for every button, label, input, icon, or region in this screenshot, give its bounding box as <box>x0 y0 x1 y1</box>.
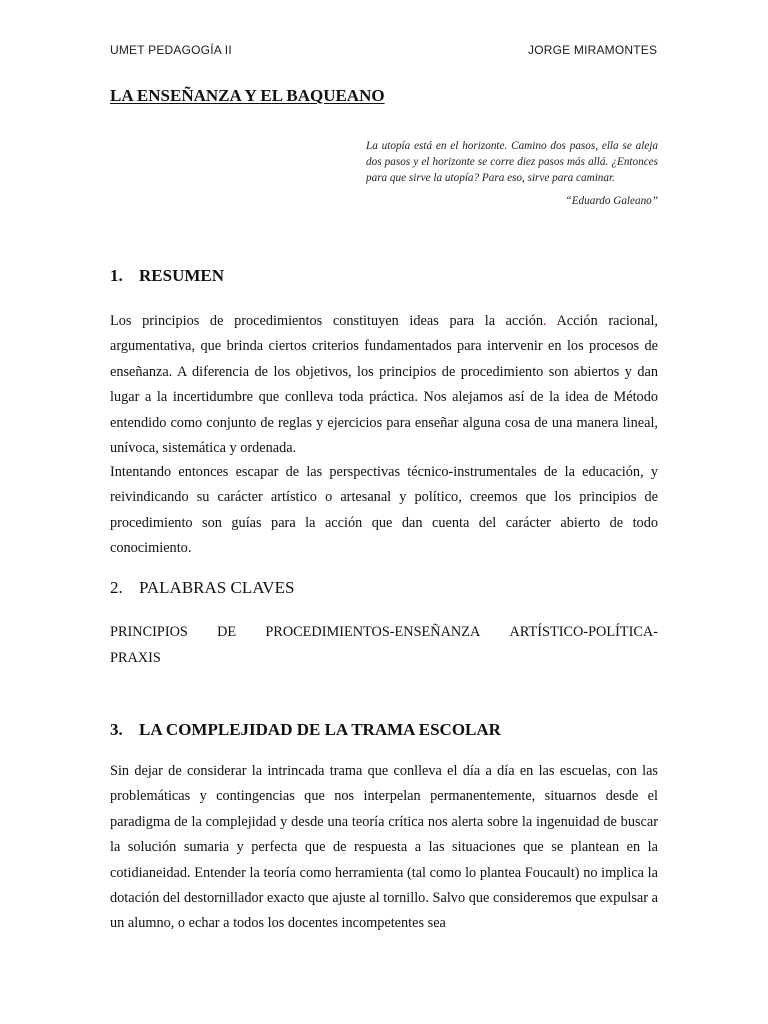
keywords-block <box>110 619 658 671</box>
epigraph-quote: La utopía está en el horizonte. Camino dos pasos, ella se aleja dos pasos y el horizonte se corre diez pasos más allá. ¿Entonces para que sirve la utopía? Para eso, sirve para caminar. <box>366 140 658 184</box>
section-title: PALABRAS CLAVES <box>139 578 295 597</box>
document-title: LA ENSEÑANZA Y EL BAQUEANO <box>110 86 385 105</box>
resumen-p1-start: Los principios de procedimientos constituyen ideas para la acción <box>110 313 543 329</box>
keyword: PRINCIPIOS <box>110 624 188 640</box>
epigraph <box>366 138 658 209</box>
header-right: JORGE MIRAMONTES <box>528 43 658 57</box>
keyword: PRAXIS <box>110 650 161 666</box>
section-title: LA COMPLEJIDAD DE LA TRAMA ESCOLAR <box>139 720 501 739</box>
keyword: ARTÍSTICO-POLÍTICA- <box>509 624 658 640</box>
section-number: 1. <box>110 266 123 285</box>
section-number: 3. <box>110 720 123 739</box>
section-heading-resumen <box>110 266 224 286</box>
keyword: PROCEDIMIENTOS-ENSEÑANZA <box>265 624 481 640</box>
resumen-p1-rest: Acción racional, argumentativa, que brinda ciertos criterios fundamentados para intervenir en los procesos de enseñanza. A diferencia de los objetivos, los principios de procedimiento son abiertos y dan lugar a la incertidumbre que conlleva toda práctica. Nos alejamos así de la idea de Método entendido como conjunto de reglas y ejercicios para enseñar alguna cosa de una manera lineal, unívoca, sistemática y ordenada. <box>110 313 658 457</box>
red-period: . <box>543 313 547 329</box>
epigraph-author: “Eduardo Galeano” <box>565 195 658 207</box>
keywords-line <box>110 645 658 671</box>
keywords-line <box>110 619 658 645</box>
resumen-paragraph-2: Intentando entonces escapar de las perspectivas técnico-instrumentales de la educación, y reivindicando su carácter artístico o artesanal y político, creemos que los principios de procedimiento son guías para la acción que dan cuenta del carácter abierto de todo conocimiento. <box>110 464 658 557</box>
complejidad-paragraph-1: Sin dejar de considerar la intrincada trama que conlleva el día a día en las escuelas, con las problemáticas y contingencias que nos interpelan permanentemente, situarnos desde el paradigma de la complejidad y desde una teoría crítica nos alerta sobre la ingenuidad de buscar la solución sumaria y perfecta que de respuesta a las situaciones que se plantean en la cotidianeidad. Entender la teoría como herramienta (tal como lo plantea Foucault) no implica la dotación del destornillador exacto que ajuste al tornillo. Salvo que consideremos que expulsar a un alumno, o echar a todos los docentes incompetentes sea <box>110 763 658 932</box>
section-number: 2. <box>110 578 123 597</box>
section-title: RESUMEN <box>139 266 225 285</box>
section-heading-complejidad <box>110 720 501 740</box>
keyword: DE <box>217 624 237 640</box>
header-left: UMET PEDAGOGÍA II <box>110 43 232 57</box>
section-heading-palabras-claves <box>110 578 294 598</box>
resumen-paragraph-1 <box>110 309 658 461</box>
